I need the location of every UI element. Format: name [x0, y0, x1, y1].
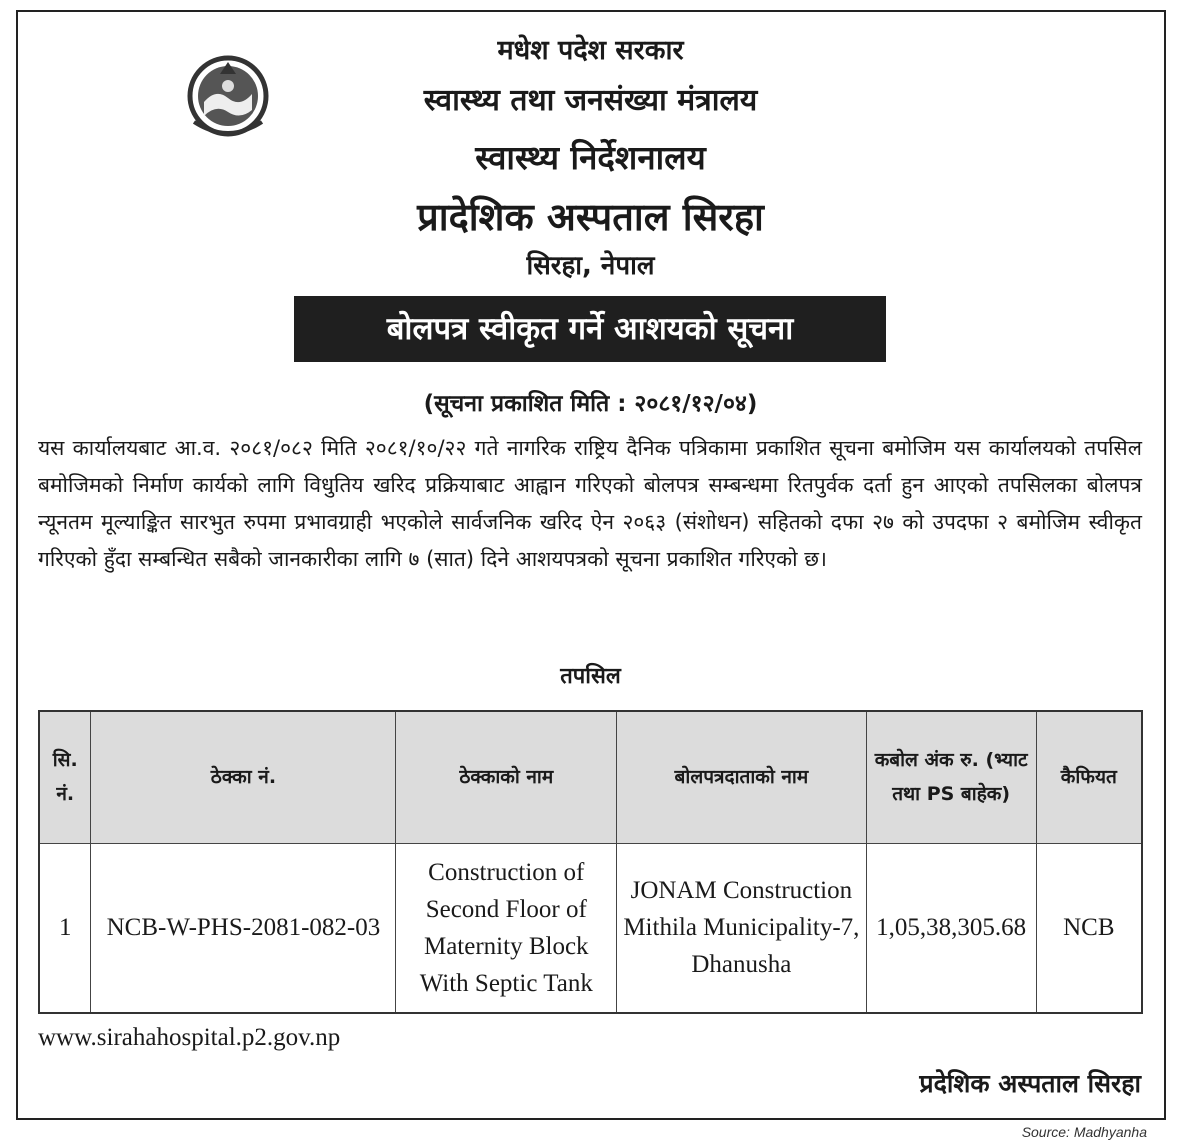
notice-body: यस कार्यालयबाट आ.व. २०८१/०८२ मिति २०८१/१०/२२ गते नागरिक राष्ट्रिय दैनिक पत्रिकामा प्रकाशित सूचना बमोजिम यस कार्यालयको तपसिल बमोजिमको निर्माण कार्यको लागि विधुतिय खरिद प्रक्रियाबाट आह्वान गरिएको बोलपत्र सम्बन्धमा रितपुर्वक दर्ता हुन आएको तपसिलका बोलपत्र न्यूनतम मूल्याङ्कित सारभुत रुपमा प्रभावग्राही भएकोले सार्वजनिक खरिद ऐन २०६३ (संशोधन) सहितको दफा २७ को उपदफा २ बमोजिम स्वीकृत गरिएको हुँदा सम्बन्धित सबैको जानकारीका लागि ७ (सात) दिने आशयपत्रको सूचना प्रकाशित गरिएको छ। [38, 436, 1142, 571]
issuer-signature: प्रदेशिक अस्पताल सिरहा [919, 1069, 1141, 1098]
cell-bidder-name: JONAM Construction Mithila Municipality-7, Dhanusha [617, 843, 867, 1013]
header-contract-name: ठेक्काको नाम [396, 711, 617, 843]
cell-contract-no: NCB-W-PHS-2081-082-03 [91, 843, 396, 1013]
cell-sn: 1 [39, 843, 91, 1013]
award-table [38, 710, 1143, 1014]
published-date: (सूचना प्रकाशित मिति : २०८१/१२/०४) [423, 391, 758, 417]
directorate-name: स्वास्थ्य निर्देशनालय [475, 138, 706, 177]
header-bid-amount: कबोल अंक रु. (भ्याट तथा PS बाहेक) [866, 711, 1036, 843]
schedule-heading: तपसिल [560, 664, 621, 689]
header-remarks: कैफियत [1036, 711, 1142, 843]
hospital-location: सिरहा, नेपाल [526, 251, 655, 281]
notice-title: बोलपत्र स्वीकृत गर्ने आशयको सूचना [294, 296, 886, 362]
table-header-row [39, 711, 1142, 843]
ministry-name: स्वास्थ्य तथा जनसंख्या मंत्रालय [423, 83, 758, 118]
header-bidder-name: बोलपत्रदाताको नाम [617, 711, 867, 843]
cell-contract-name: Construction of Second Floor of Maternity Block With Septic Tank [396, 843, 617, 1013]
government-name: मधेश पदेश सरकार [497, 35, 684, 66]
hospital-name: प्रादेशिक अस्पताल सिरहा [417, 195, 764, 239]
cell-remarks: NCB [1036, 843, 1142, 1013]
header-sn: सि. नं. [39, 711, 91, 843]
cell-bid-amount: 1,05,38,305.68 [866, 843, 1036, 1013]
website-link[interactable]: www.sirahahospital.p2.gov.np [38, 1024, 341, 1051]
source-credit: Source: Madhyanha [1021, 1124, 1147, 1140]
table-row [39, 843, 1142, 1013]
header-contract-no: ठेक्का नं. [91, 711, 396, 843]
